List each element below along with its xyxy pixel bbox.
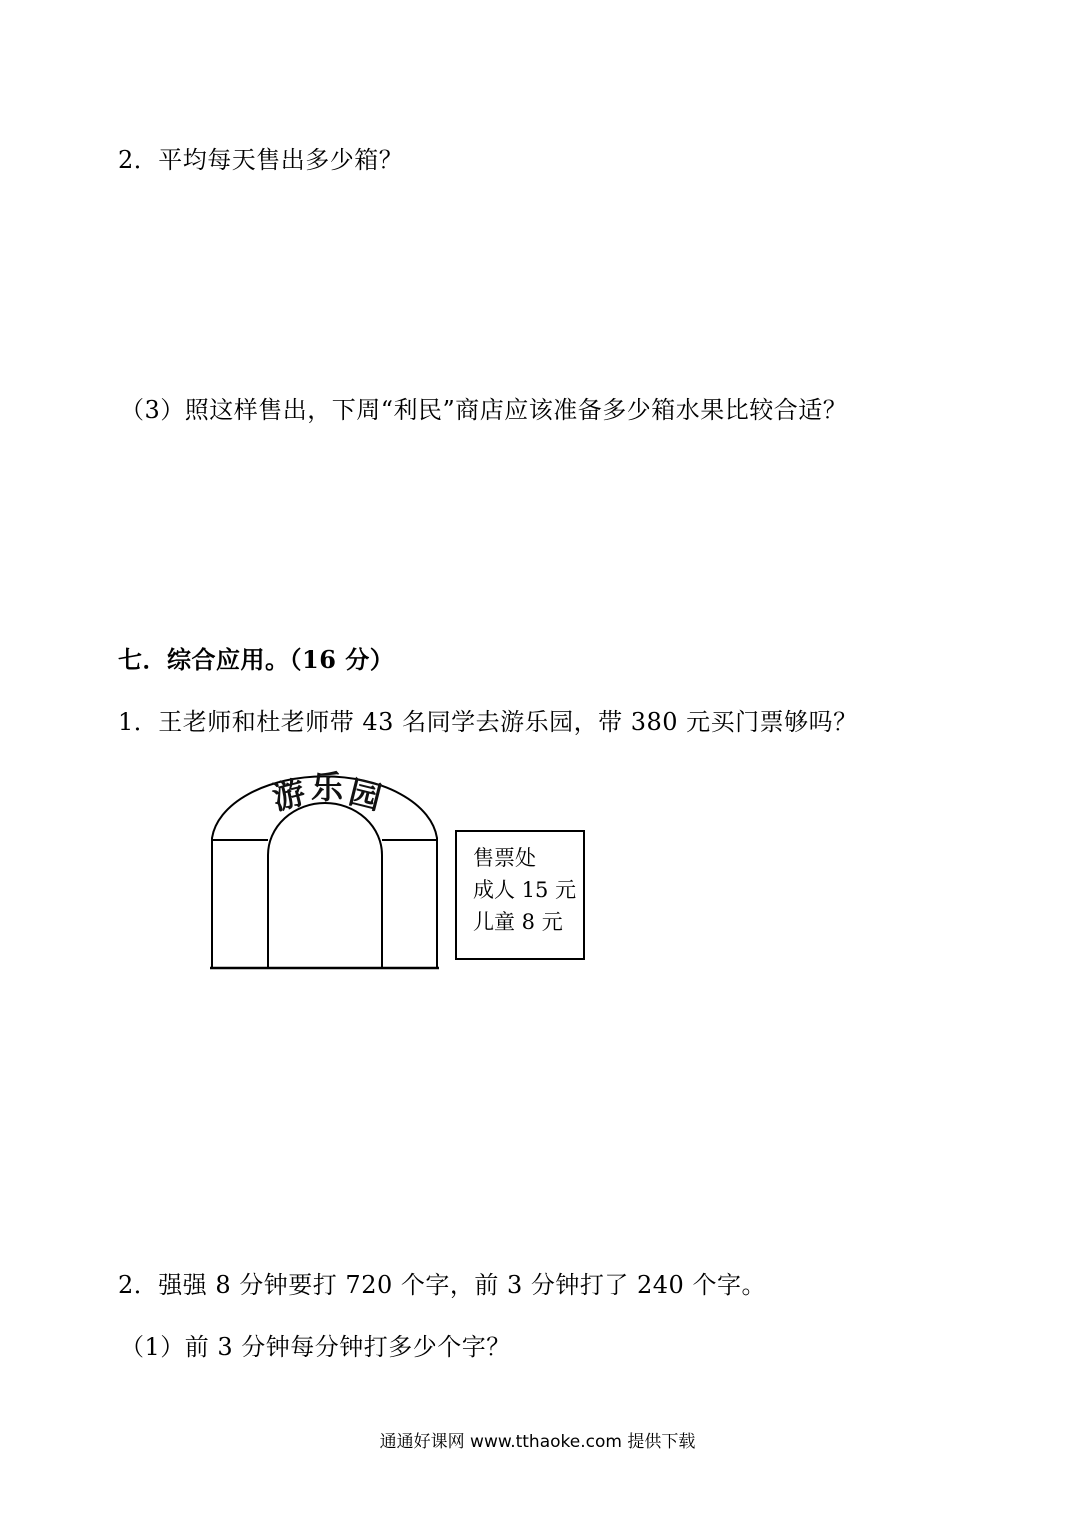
problem-2-sub-1-text: （1）前 3 分钟每分钟打多少个字？ xyxy=(120,1333,511,1361)
problem-1-text: 1．王老师和杜老师带 43 名同学去游乐园，带 380 元买门票够吗？ xyxy=(118,708,858,736)
ticket-office-title: 售票处 xyxy=(473,846,536,870)
child-price: 儿童 8 元 xyxy=(473,910,563,934)
gate-sign-char-1: 游 xyxy=(268,772,309,818)
ticket-office-sign xyxy=(455,830,585,960)
question-2-text: 2．平均每天售出多少箱？ xyxy=(118,146,404,174)
question-3-text: （3）照这样售出，下周“利民”商店应该准备多少箱水果比较合适？ xyxy=(120,396,848,424)
gate-sign-char-3: 园 xyxy=(345,772,386,818)
problem-2-text: 2．强强 8 分钟要打 720 个字，前 3 分钟打了 240 个字。 xyxy=(118,1271,766,1299)
amusement-park-gate-figure xyxy=(205,760,445,975)
footer-source: 通通好课网 www.tthaoke.com 提供下载 xyxy=(379,1432,696,1452)
gate-sign-char-2: 乐 xyxy=(310,768,344,806)
gate-drawing xyxy=(205,760,445,975)
section-7-title: 七．综合应用。（16 分） xyxy=(118,645,395,674)
adult-price: 成人 15 元 xyxy=(473,878,577,902)
